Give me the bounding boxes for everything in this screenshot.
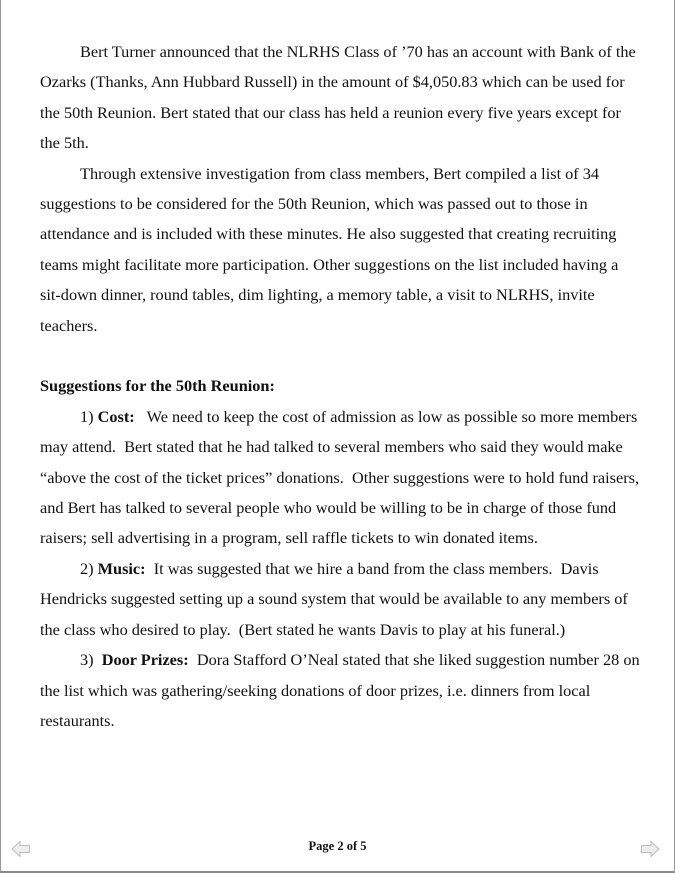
item-text: It was suggested that we hire a band from the class members. Davis Hendricks suggested setting up a sound system that would be available to any members of the class who desired to play. (Bert stated he wants Davis to play at his funeral.) [40, 558, 632, 639]
item-label: Door Prizes: [101, 650, 189, 670]
page-of: of [343, 839, 361, 853]
item-label: Music: [97, 558, 146, 578]
item-number: 1) [80, 406, 94, 426]
item-number: 3) [80, 650, 98, 670]
suggestion-item-music [40, 554, 640, 645]
section-heading: Suggestions for the 50th Reunion: [40, 376, 275, 396]
right-arrow-icon[interactable] [640, 840, 660, 858]
page-total: 5 [360, 839, 367, 853]
page-indicator [1, 839, 674, 854]
suggestion-item-door-prizes [40, 645, 644, 736]
page-body [40, 37, 644, 736]
suggestion-item-cost [40, 402, 644, 554]
item-number: 2) [80, 558, 94, 578]
item-label: Cost: [97, 406, 135, 426]
item-text: We need to keep the cost of admission as low as possible so more members may attend. Bert stated that he had talked to several members who said they would make “above the cost of the ticket prices” donations. Other suggestions were to hold fund raisers, and Bert has talked to several people who would be willing to be in charge of those fund raisers; sell advertising in a program, sell raffle tickets to win donated items. [40, 406, 644, 548]
item-text: Dora Stafford O’Neal stated that she liked suggestion number 28 on the list which was gathering/seeking donations of door prizes, i.e. dinners from local restaurants. [40, 650, 644, 730]
page-current: 2 [337, 839, 344, 853]
paragraph-suggestions-list: Through extensive investigation from class members, Bert compiled a list of 34 suggestions to be considered for the 50th Reunion, which was passed out to those in attendance and is included with these minutes. He also suggested that creating recruiting teams might facilitate more participation. Other suggestions on the list included having a sit-down dinner, round tables, dim lighting, a memory table, a visit to NLRHS, invite teachers. [40, 163, 619, 335]
paragraph-account: Bert Turner announced that the NLRHS Class of ’70 has an account with Bank of the Ozarks (Thanks, Ann Hubbard Russell) in the amount of $4,050.83 which can be used for the 50th Reunion. Bert stated that our class has held a reunion every five years except for the 5th. [40, 42, 636, 153]
page-label: Page [308, 839, 338, 853]
